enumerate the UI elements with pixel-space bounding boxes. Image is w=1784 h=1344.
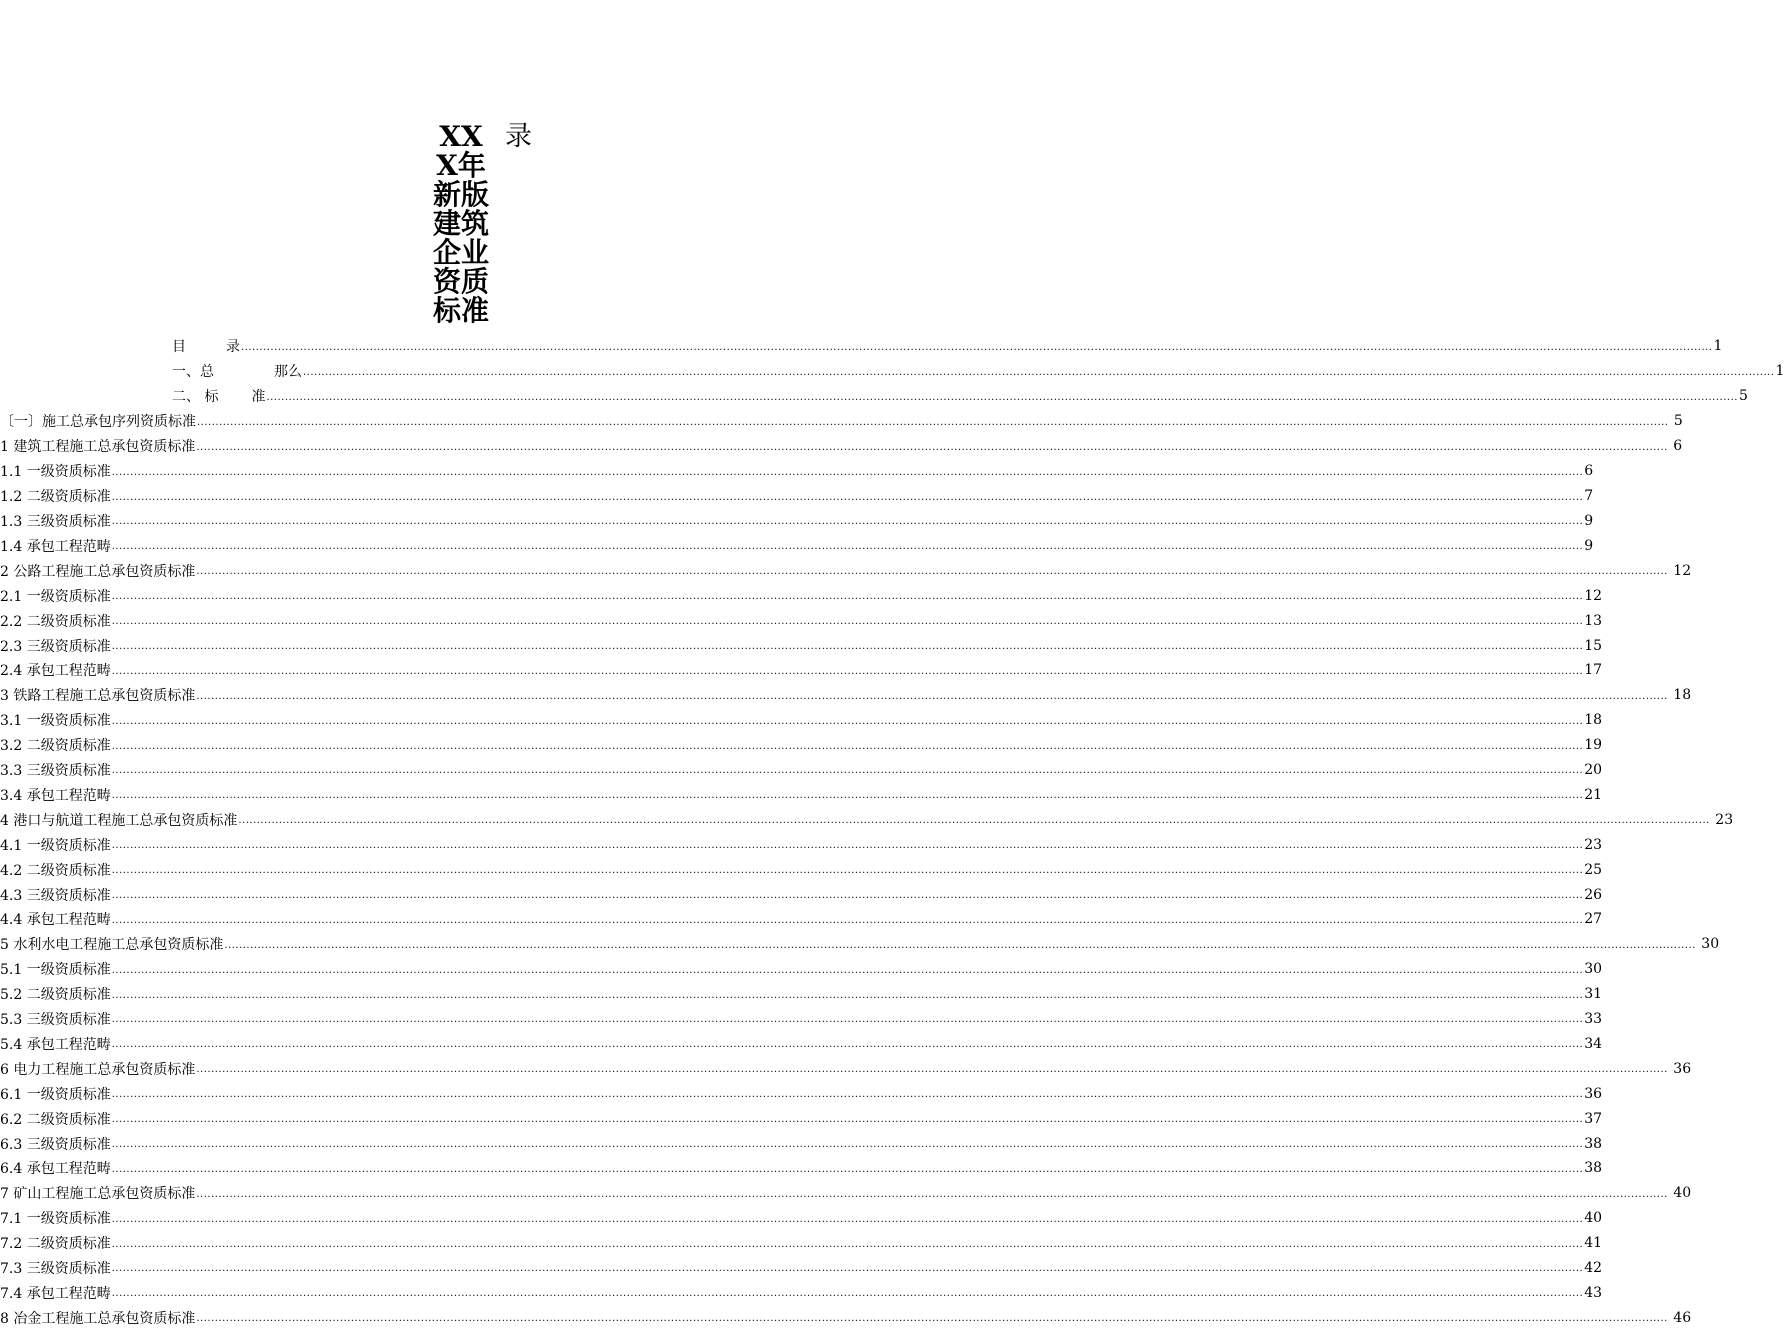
toc-section-row[interactable] bbox=[0, 683, 1692, 708]
toc-page-number: 40 bbox=[1668, 1185, 1692, 1202]
toc-leader-dots: ................................................................................................................................................................................................................................................................................................................................................................................................................ bbox=[111, 640, 1584, 652]
toc-entry-label: 1.4 承包工程范畴 bbox=[0, 538, 111, 555]
toc-subsection-row[interactable] bbox=[0, 608, 1603, 633]
toc-subsection-row[interactable] bbox=[0, 1032, 1603, 1057]
toc-entry-label: 7 矿山工程施工总承包资质标准 bbox=[0, 1186, 196, 1203]
toc-entry-label: 5 水利水电工程施工总承包资质标准 bbox=[0, 937, 224, 954]
toc-entry-label: 3.2 二级资质标准 bbox=[0, 738, 111, 755]
toc-leader-dots: ................................................................................................................................................................................................................................................................................................................................................................................................................ bbox=[196, 1313, 1668, 1325]
toc-page-number: 18 bbox=[1584, 712, 1603, 729]
toc-leader-dots: ................................................................................................................................................................................................................................................................................................................................................................................................................ bbox=[111, 840, 1584, 852]
toc-page-number: 9 bbox=[1584, 537, 1594, 554]
toc-section-row[interactable] bbox=[0, 558, 1692, 583]
toc-leader-dots: ................................................................................................................................................................................................................................................................................................................................................................................................................ bbox=[111, 740, 1584, 752]
toc-leader-dots: ................................................................................................................................................................................................................................................................................................................................................................................................................ bbox=[111, 964, 1584, 976]
toc-leader-dots: ................................................................................................................................................................................................................................................................................................................................................................................................................ bbox=[196, 1188, 1668, 1200]
toc-subsection-row[interactable] bbox=[0, 907, 1603, 932]
toc-subsection-row[interactable] bbox=[0, 459, 1594, 484]
toc-page-number: 26 bbox=[1584, 886, 1603, 903]
toc-page-number: 5 bbox=[1738, 388, 1748, 405]
toc-subsection-row[interactable] bbox=[0, 857, 1603, 882]
toc-entry-label: 6.3 三级资质标准 bbox=[0, 1136, 111, 1153]
toc-section-row[interactable] bbox=[0, 1305, 1692, 1330]
toc-subsection-row[interactable] bbox=[0, 633, 1603, 658]
toc-entry-label: 3.4 承包工程范畴 bbox=[0, 787, 111, 804]
toc-page-number: 12 bbox=[1584, 587, 1603, 604]
toc-leader-dots: ................................................................................................................................................................................................................................................................................................................................................................................................................ bbox=[111, 989, 1584, 1001]
toc-page-number: 9 bbox=[1584, 513, 1594, 530]
toc-page-number: 46 bbox=[1668, 1309, 1692, 1326]
toc-entry-label: 6.1 一级资质标准 bbox=[0, 1086, 111, 1103]
toc-entry-label: 7.1 一级资质标准 bbox=[0, 1211, 111, 1228]
toc-subsection-row[interactable] bbox=[0, 658, 1603, 683]
toc-entry-label: 2.4 承包工程范畴 bbox=[0, 663, 111, 680]
toc-leader-dots: ................................................................................................................................................................................................................................................................................................................................................................................................................ bbox=[196, 566, 1668, 578]
toc-subsection-row[interactable] bbox=[0, 1256, 1603, 1281]
toc-leader-dots: ................................................................................................................................................................................................................................................................................................................................................................................................................ bbox=[111, 491, 1584, 503]
toc-subsection-row[interactable] bbox=[0, 484, 1594, 509]
toc-entry-label: 3 铁路工程施工总承包资质标准 bbox=[0, 688, 196, 705]
toc-page-number: 43 bbox=[1584, 1284, 1603, 1301]
toc-subsection-row[interactable] bbox=[0, 1281, 1603, 1306]
toc-subsection-row[interactable] bbox=[0, 583, 1603, 608]
toc-leader-dots: ................................................................................................................................................................................................................................................................................................................................................................................................................ bbox=[111, 541, 1584, 553]
toc-leader-dots: ................................................................................................................................................................................................................................................................................................................................................................................................................ bbox=[111, 1288, 1584, 1300]
toc-subsection-row[interactable] bbox=[0, 882, 1603, 907]
toc-page-number: 20 bbox=[1584, 762, 1603, 779]
toc-entry-label: 8 冶金工程施工总承包资质标准 bbox=[0, 1310, 196, 1327]
toc-subsection-row[interactable] bbox=[0, 1106, 1603, 1131]
toc-page-number: 30 bbox=[1696, 936, 1720, 953]
toc-leader-dots: ................................................................................................................................................................................................................................................................................................................................................................................................................ bbox=[224, 939, 1696, 951]
toc-header-row[interactable] bbox=[172, 384, 1748, 409]
toc-entry-label-b: 那么 bbox=[274, 364, 302, 381]
toc-leader-dots: ................................................................................................................................................................................................................................................................................................................................................................................................................ bbox=[111, 1039, 1584, 1051]
toc-page-number: 30 bbox=[1584, 961, 1603, 978]
toc-entry-label-b: 录 bbox=[226, 339, 240, 356]
toc-subsection-row[interactable] bbox=[0, 708, 1603, 733]
toc-entry-label: 1.2 二级资质标准 bbox=[0, 489, 111, 506]
title-side-char: 录 bbox=[505, 121, 532, 152]
toc-entry-label: 4.4 承包工程范畴 bbox=[0, 912, 111, 929]
toc-entry-label: 7.3 三级资质标准 bbox=[0, 1261, 111, 1278]
toc-leader-dots: ................................................................................................................................................................................................................................................................................................................................................................................................................ bbox=[196, 1064, 1668, 1076]
toc-page-number: 41 bbox=[1584, 1235, 1603, 1252]
toc-entry-label: 5.3 三级资质标准 bbox=[0, 1012, 111, 1029]
toc-leader-dots: ................................................................................................................................................................................................................................................................................................................................................................................................................ bbox=[111, 1089, 1584, 1101]
toc-subsection-row[interactable] bbox=[0, 733, 1603, 758]
toc-leader-dots: ................................................................................................................................................................................................................................................................................................................................................................................................................ bbox=[111, 889, 1584, 901]
toc-subsection-row[interactable] bbox=[0, 509, 1594, 534]
toc-page-number: 1 bbox=[1775, 363, 1784, 380]
toc-subsection-row[interactable] bbox=[0, 758, 1603, 783]
toc-page-number: 17 bbox=[1584, 662, 1603, 679]
toc-entry-label: 4 港口与航道工程施工总承包资质标准 bbox=[0, 812, 238, 829]
toc-header-row[interactable] bbox=[172, 334, 1723, 359]
toc-subsection-row[interactable] bbox=[0, 832, 1603, 857]
toc-leader-dots: ................................................................................................................................................................................................................................................................................................................................................................................................................ bbox=[111, 914, 1584, 926]
toc-entry-label: 5.4 承包工程范畴 bbox=[0, 1036, 111, 1053]
toc-entry-label-a: 目 bbox=[172, 339, 186, 356]
toc-section-row[interactable] bbox=[0, 1181, 1692, 1206]
toc-entry-label: 2.2 二级资质标准 bbox=[0, 613, 111, 630]
toc-leader-dots: ................................................................................................................................................................................................................................................................................................................................................................................................................ bbox=[111, 790, 1584, 802]
toc-page-number: 15 bbox=[1584, 637, 1603, 654]
toc-page-number: 13 bbox=[1584, 612, 1603, 629]
toc-page-number: 36 bbox=[1584, 1085, 1603, 1102]
toc-page-number: 6 bbox=[1584, 463, 1594, 480]
toc-leader-dots: ................................................................................................................................................................................................................................................................................................................................................................................................................ bbox=[111, 1138, 1584, 1150]
toc-section-row[interactable] bbox=[0, 807, 1734, 832]
toc-leader-dots: ................................................................................................................................................................................................................................................................................................................................................................................................................ bbox=[111, 466, 1584, 478]
toc-entry-label: 1.3 三级资质标准 bbox=[0, 514, 111, 531]
toc-page-number: 23 bbox=[1584, 836, 1603, 853]
toc-page-number: 7 bbox=[1584, 488, 1594, 505]
toc-leader-dots: ................................................................................................................................................................................................................................................................................................................................................................................................................ bbox=[196, 441, 1668, 453]
toc-entry-label: 6 电力工程施工总承包资质标准 bbox=[0, 1061, 196, 1078]
toc-leader-dots: ................................................................................................................................................................................................................................................................................................................................................................................................................ bbox=[241, 341, 1713, 353]
toc-page-number: 34 bbox=[1584, 1035, 1603, 1052]
toc-leader-dots: ................................................................................................................................................................................................................................................................................................................................................................................................................ bbox=[238, 815, 1710, 827]
toc-entry-label: 2 公路工程施工总承包资质标准 bbox=[0, 563, 196, 580]
toc-page-number: 42 bbox=[1584, 1260, 1603, 1277]
toc-page-number: 36 bbox=[1668, 1060, 1692, 1077]
toc-leader-dots: ................................................................................................................................................................................................................................................................................................................................................................................................................ bbox=[111, 1238, 1584, 1250]
toc-entry-label: 6.4 承包工程范畴 bbox=[0, 1161, 111, 1178]
toc-entry-label: 3.3 三级资质标准 bbox=[0, 763, 111, 780]
toc-section-row[interactable] bbox=[0, 932, 1720, 957]
toc-entry-label: 2.1 一级资质标准 bbox=[0, 588, 111, 605]
toc-leader-dots: ................................................................................................................................................................................................................................................................................................................................................................................................................ bbox=[111, 1163, 1584, 1175]
toc-entry-label: 4.3 三级资质标准 bbox=[0, 887, 111, 904]
toc-page-number: 1 bbox=[1713, 338, 1723, 355]
toc-page-number: 6 bbox=[1668, 438, 1683, 455]
toc-entry-label: 6.2 二级资质标准 bbox=[0, 1111, 111, 1128]
toc-subsection-row[interactable] bbox=[0, 1131, 1603, 1156]
toc-subsection-row[interactable] bbox=[0, 1007, 1603, 1032]
toc-subsection-row[interactable] bbox=[0, 1156, 1603, 1181]
toc-subsection-row[interactable] bbox=[0, 1206, 1603, 1231]
toc-subsection-row[interactable] bbox=[0, 534, 1594, 559]
toc-entry-label: 2.3 三级资质标准 bbox=[0, 638, 111, 655]
toc-page-number: 27 bbox=[1584, 911, 1603, 928]
toc-subsection-row[interactable] bbox=[0, 957, 1603, 982]
toc-entry-label-a: 二、 标 bbox=[172, 389, 219, 406]
toc-leader-dots: ................................................................................................................................................................................................................................................................................................................................................................................................................ bbox=[303, 366, 1775, 378]
toc-page-number: 12 bbox=[1668, 562, 1692, 579]
toc-entry-label: 5.1 一级资质标准 bbox=[0, 962, 111, 979]
toc-page-number: 31 bbox=[1584, 986, 1603, 1003]
toc-section-row[interactable] bbox=[0, 434, 1683, 459]
toc-page-number: 21 bbox=[1584, 786, 1603, 803]
toc-entry-label: 7.4 承包工程范畴 bbox=[0, 1285, 111, 1302]
toc-entry-label: 3.1 一级资质标准 bbox=[0, 713, 111, 730]
toc-leader-dots: ................................................................................................................................................................................................................................................................................................................................................................................................................ bbox=[111, 1014, 1584, 1026]
toc-entry-label: 4.1 一级资质标准 bbox=[0, 837, 111, 854]
toc-leader-dots: ................................................................................................................................................................................................................................................................................................................................................................................................................ bbox=[111, 765, 1584, 777]
toc-leader-dots: ................................................................................................................................................................................................................................................................................................................................................................................................................ bbox=[111, 1114, 1584, 1126]
toc-leader-dots: ................................................................................................................................................................................................................................................................................................................................................................................................................ bbox=[111, 516, 1584, 528]
toc-entry-label: 4.2 二级资质标准 bbox=[0, 862, 111, 879]
toc-leader-dots: ................................................................................................................................................................................................................................................................................................................................................................................................................ bbox=[197, 416, 1669, 428]
toc-leader-dots: ................................................................................................................................................................................................................................................................................................................................................................................................................ bbox=[111, 1213, 1584, 1225]
toc-page-number: 37 bbox=[1584, 1110, 1603, 1127]
toc-leader-dots: ................................................................................................................................................................................................................................................................................................................................................................................................................ bbox=[196, 690, 1668, 702]
toc-subsection-row[interactable] bbox=[0, 1081, 1603, 1106]
toc-header-row[interactable] bbox=[172, 359, 1784, 384]
toc-page-number: 38 bbox=[1584, 1160, 1603, 1177]
toc-leader-dots: ................................................................................................................................................................................................................................................................................................................................................................................................................ bbox=[111, 1263, 1584, 1275]
toc-page-number: 33 bbox=[1584, 1011, 1603, 1028]
toc-entry-label-b: 准 bbox=[251, 389, 266, 406]
toc-entry-label: 1 建筑工程施工总承包资质标准 bbox=[0, 439, 196, 456]
toc-entry-label: 5.2 二级资质标准 bbox=[0, 987, 111, 1004]
toc-entry-label: 7.2 二级资质标准 bbox=[0, 1236, 111, 1253]
toc-page-number: 19 bbox=[1584, 737, 1603, 754]
toc-entry-label: 〔一〕施工总承包序列资质标准 bbox=[0, 414, 196, 431]
toc-page-number: 5 bbox=[1669, 413, 1683, 430]
toc-page-number: 18 bbox=[1668, 687, 1692, 704]
toc-subsection-row[interactable] bbox=[0, 783, 1603, 808]
toc-leader-dots: ................................................................................................................................................................................................................................................................................................................................................................................................................ bbox=[111, 616, 1584, 628]
document-title: XXX年新版建筑企业资质标准 bbox=[432, 120, 489, 327]
toc-entry-label-a: 一、总 bbox=[172, 364, 214, 381]
toc-page-number: 25 bbox=[1584, 861, 1603, 878]
toc-page-number: 23 bbox=[1710, 811, 1734, 828]
toc-subsection-row[interactable] bbox=[0, 982, 1603, 1007]
toc-page-number: 40 bbox=[1584, 1210, 1603, 1227]
toc-section-row[interactable] bbox=[0, 409, 1683, 434]
toc-leader-dots: ................................................................................................................................................................................................................................................................................................................................................................................................................ bbox=[111, 865, 1584, 877]
toc-leader-dots: ................................................................................................................................................................................................................................................................................................................................................................................................................ bbox=[111, 715, 1584, 727]
toc-page-number: 38 bbox=[1584, 1135, 1603, 1152]
toc-section-row[interactable] bbox=[0, 1056, 1692, 1081]
toc-leader-dots: ................................................................................................................................................................................................................................................................................................................................................................................................................ bbox=[111, 591, 1584, 603]
toc-subsection-row[interactable] bbox=[0, 1231, 1603, 1256]
toc-leader-dots: ................................................................................................................................................................................................................................................................................................................................................................................................................ bbox=[111, 665, 1584, 677]
toc-entry-label: 1.1 一级资质标准 bbox=[0, 464, 111, 481]
toc-leader-dots: ................................................................................................................................................................................................................................................................................................................................................................................................................ bbox=[266, 391, 1738, 403]
